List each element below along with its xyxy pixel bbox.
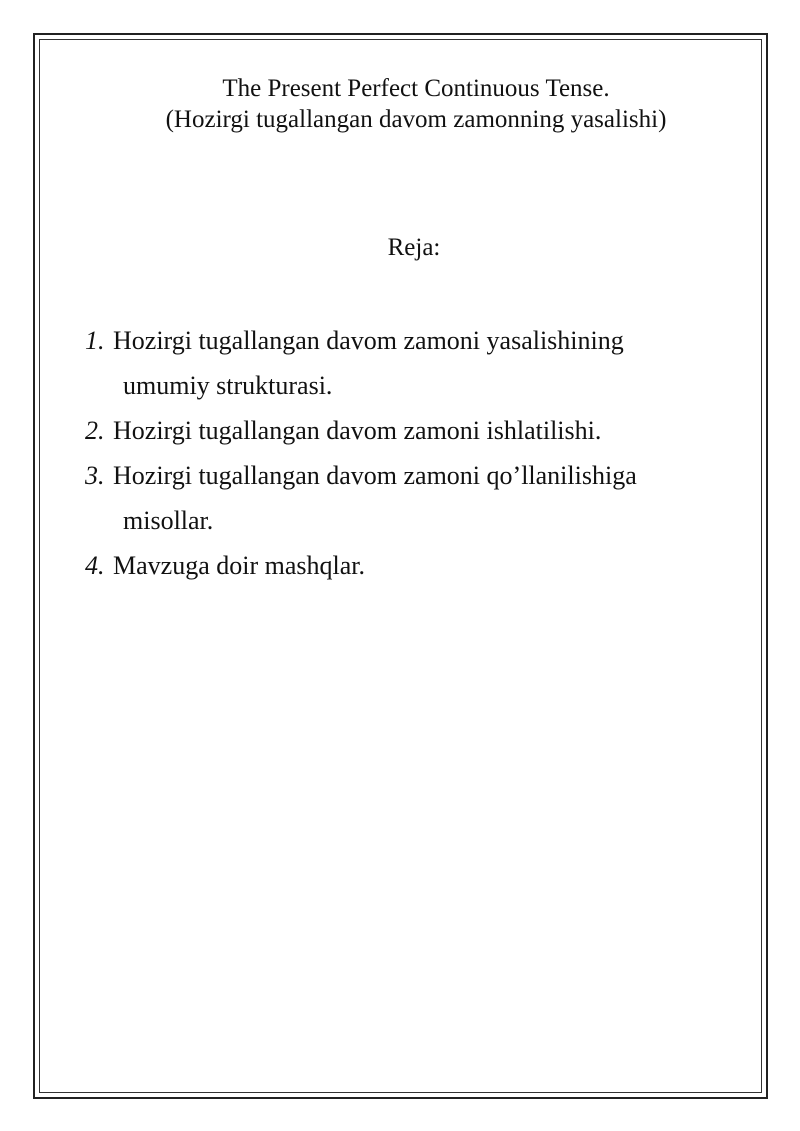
plan-item-3 bbox=[85, 453, 745, 543]
plan-item-1 bbox=[85, 318, 745, 408]
plan-heading: Reja: bbox=[387, 234, 441, 261]
plan-item-number: 2. bbox=[85, 416, 105, 445]
plan-item-number: 3. bbox=[85, 461, 105, 490]
plan-item-text: Hozirgi tugallangan davom zamoni ishlatilishi. bbox=[113, 416, 602, 445]
plan-item-text: Hozirgi tugallangan davom zamoni qo’llanilishiga bbox=[113, 461, 637, 490]
plan-item-text: Hozirgi tugallangan davom zamoni yasalishining bbox=[113, 326, 624, 355]
plan-item-2 bbox=[85, 408, 745, 453]
plan-item-text-continued: umumiy strukturasi. bbox=[123, 371, 333, 400]
plan-item-text-continued: misollar. bbox=[123, 506, 214, 535]
plan-item-text: Mavzuga doir mashqlar. bbox=[113, 551, 365, 580]
document-title: The Present Perfect Continuous Tense. bbox=[222, 75, 610, 102]
plan-item-4 bbox=[85, 543, 745, 588]
plan-list bbox=[85, 318, 745, 588]
plan-item-number: 4. bbox=[85, 551, 105, 580]
plan-item-number: 1. bbox=[85, 326, 105, 355]
document-subtitle: (Hozirgi tugallangan davom zamonning yasalishi) bbox=[165, 106, 667, 133]
